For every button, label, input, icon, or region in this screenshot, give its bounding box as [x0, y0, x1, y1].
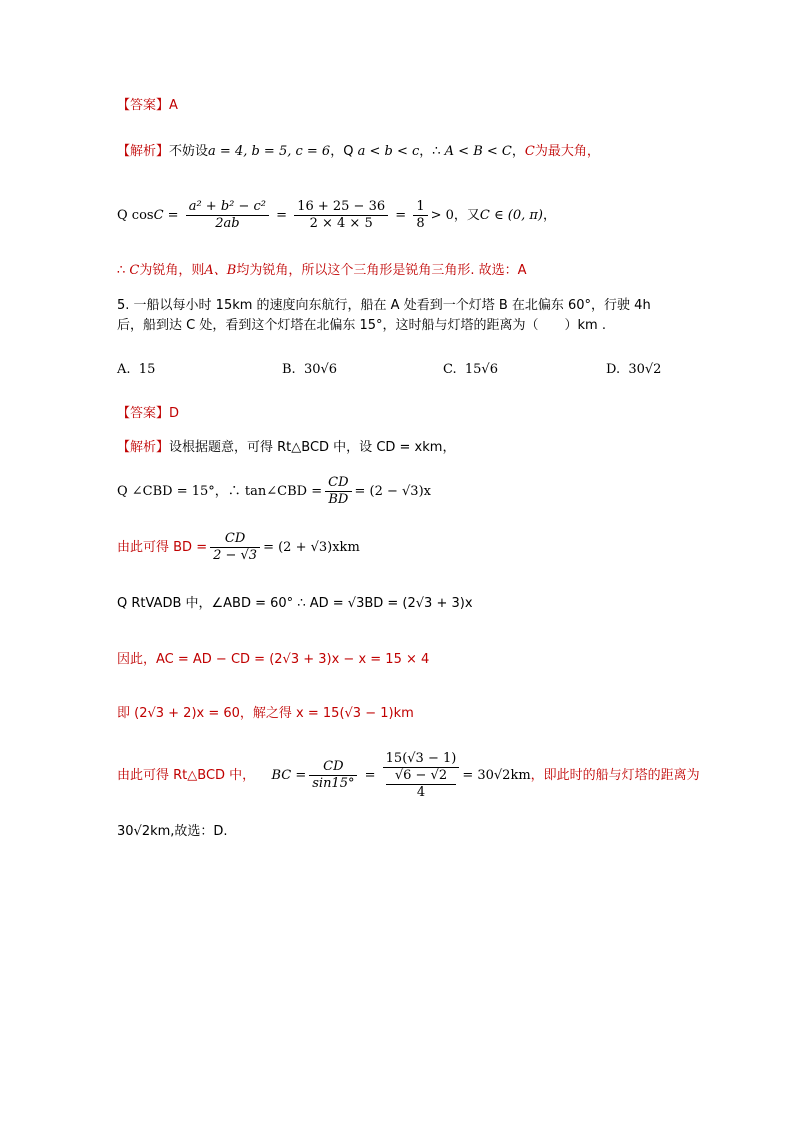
text: ，即此时的船与灯塔的距离为: [530, 768, 700, 783]
text: 不妨设: [169, 144, 209, 159]
fraction: 15(√3 − 1) √6 − √2 4: [383, 751, 460, 801]
fraction: $\frac{1}{8}$: [413, 199, 427, 232]
text: Q ∠CBD = 15°，∴ tan∠CBD =: [117, 484, 323, 499]
answer-label: 【答案】: [117, 406, 170, 421]
text: > 0: [430, 208, 454, 223]
q5-analysis-line6: 即 (2√3 + 2)x = 60，解之得 x = 15(√3 − 1)km: [117, 706, 414, 721]
math-var: A、B: [204, 263, 237, 278]
text: = (2 − √3)x: [354, 484, 431, 499]
analysis-label: 【解析】: [117, 440, 170, 455]
text: ，: [542, 208, 556, 223]
q5-analysis-line3: [117, 530, 360, 566]
option-b: B. 30√6: [282, 362, 338, 377]
math-expr: a = 4, b = 5, c = 6: [208, 144, 331, 159]
q5-analysis-line2: [117, 474, 431, 510]
text: = 30√2km: [462, 768, 531, 783]
fraction: $\frac{CD}{BD}$: [325, 475, 351, 508]
math-expr: a < b < c: [357, 144, 420, 159]
q4-analysis-line2: Q cosC = $\frac{\text{a² + b² − c²}}{2ab}$ = $\frac{16 + 25 - 36}{2 \times 4 \times 5}$ = $\frac{1}{8}$ > 0，又C ∈ (0, π)，: [117, 199, 556, 231]
math-expr: A < B < C: [444, 144, 512, 159]
text: 为最大角，: [534, 144, 600, 159]
option-c: C. 15√6: [443, 362, 498, 377]
text: 均为锐角，所以这个三角形是锐角三角形. 故选：A: [236, 263, 527, 278]
math-expr: BC =: [271, 768, 307, 783]
fraction: $\frac{CD}{2 - √3}$: [210, 531, 260, 564]
text: Q cos: [117, 208, 154, 223]
math-var: C: [153, 208, 164, 223]
text: 为锐角，则: [139, 263, 205, 278]
math-var: C: [524, 144, 535, 159]
q5-analysis-line5: 因此，AC = AD − CD = (2√3 + 3)x − x = 15 × 4: [117, 652, 430, 667]
answer-value: D: [169, 406, 180, 421]
fraction: $\frac{CD}{\sin 15^\circ}$: [309, 759, 357, 792]
text: 设根据题意，可得 Rt△BCD 中，设 CD = xkm，: [169, 440, 456, 455]
fraction: $\frac{\text{a² + b² − c²}}{2ab}$: [186, 199, 269, 232]
q5-answer-line: [117, 405, 179, 423]
text: ，Q: [330, 144, 358, 159]
text: ，∴: [419, 144, 445, 159]
text: ∴: [117, 263, 130, 278]
q5-analysis-line7: 由此可得 Rt△BCD 中， BC = $\frac{CD}{\sin 15^\circ}$ = 15(√3 − 1) √6 − √2 4 = 30√2km，即此时的船与灯塔的距离为: [117, 750, 700, 800]
q5-analysis-line1: [117, 439, 455, 457]
answer-value: A: [169, 98, 178, 113]
text: 由此可得 BD =: [117, 540, 208, 555]
text: ，: [511, 144, 525, 159]
q5-analysis-line8: 30√2km,故选：D.: [117, 824, 228, 839]
option-d: D. 30√2: [606, 362, 662, 377]
fraction: $\frac{16 + 25 - 36}{2 \times 4 \times 5}$: [294, 199, 388, 232]
q5-stem-line1: 5. 一船以每小时 15km 的速度向东航行，船在 A 处看到一个灯塔 B 在北偏东 60°，行驶 4h: [117, 298, 651, 313]
math-var: C: [129, 263, 140, 278]
q5-analysis-line4: Q RtVADB 中，∠ABD = 60° ∴ AD = √3BD = (2√3 + 3)x: [117, 596, 473, 611]
q5-stem-line2: 后，船到达 C 处，看到这个灯塔在北偏东 15°，这时船与灯塔的距离为（ ）km .: [117, 318, 606, 333]
q4-answer-line: [117, 97, 178, 115]
text: 由此可得 Rt△BCD 中，: [117, 768, 256, 783]
text: = (2 + √3)xkm: [263, 540, 360, 555]
answer-label: 【答案】: [117, 98, 170, 113]
math-expr: C ∈ (0, π): [479, 208, 543, 223]
analysis-label: 【解析】: [117, 144, 170, 159]
q4-analysis-line1: [117, 143, 600, 161]
text: ，又: [453, 208, 480, 223]
q4-analysis-line3: [117, 262, 527, 280]
option-a: A. 15: [117, 362, 156, 377]
